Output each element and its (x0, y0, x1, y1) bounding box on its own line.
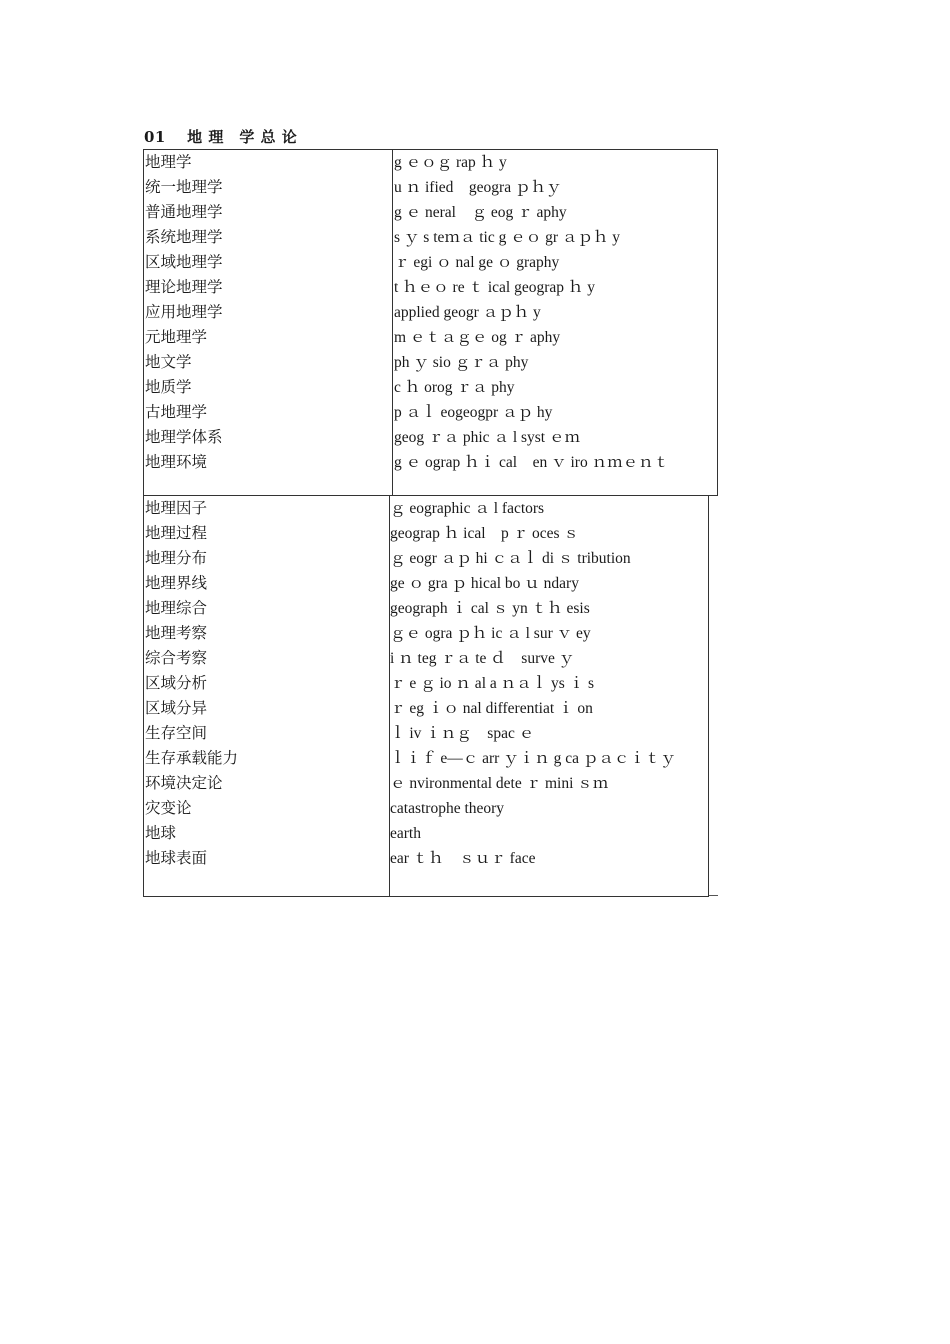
chinese-term: 地理因子 (145, 499, 208, 517)
chinese-term: 灾变论 (145, 799, 192, 817)
english-term: ｇ eographic ａ l factors (390, 500, 545, 517)
chinese-term: 古地理学 (145, 403, 208, 421)
chinese-term: 地理考察 (145, 624, 208, 642)
chinese-term: 地理学体系 (145, 428, 223, 446)
english-term: geograp ｈ ical p ｒ oces ｓ (390, 525, 579, 542)
english-term: p ａｌ eogeogpr ａｐ hy (394, 404, 553, 421)
english-term: ear ｔｈ ｓｕｒ face (390, 850, 536, 867)
english-term: t ｈｅｏ re ｔ ical geograp ｈ y (394, 279, 596, 296)
english-term: ｌ iv ｉｎｇ spac ｅ (390, 725, 535, 742)
chinese-term: 区域分异 (145, 699, 208, 717)
chinese-term: 生存承载能力 (145, 749, 239, 767)
english-term: ｒ eg ｉｏ nal differentiat ｉ on (390, 700, 593, 717)
chinese-term: 地理过程 (145, 524, 208, 542)
chinese-term: 地质学 (145, 378, 192, 396)
english-term: ｇ eogr ａｐ hi ｃａｌ di ｓ tribution (390, 550, 631, 567)
english-term: geograph ｉ cal ｓ yn ｔｈ esis (390, 600, 590, 617)
glossary-table-1 (143, 149, 718, 496)
chinese-term-column (145, 150, 223, 475)
table-border-stub (709, 895, 718, 896)
chinese-term: 地理学 (145, 153, 192, 171)
chinese-term: 区域分析 (145, 674, 208, 692)
column-divider (392, 150, 393, 495)
english-term: g ｅｏｇ rap ｈ y (394, 154, 507, 171)
chinese-term: 地球表面 (145, 849, 208, 867)
chinese-term: 系统地理学 (145, 228, 223, 246)
english-term: geog ｒａ phic ａ l syst ｅｍ (394, 429, 580, 446)
english-term: applied geogr ａｐｈ y (394, 304, 541, 321)
english-term: earth (390, 825, 421, 842)
chinese-term: 区域地理学 (145, 253, 223, 271)
chinese-term: 元地理学 (145, 328, 208, 346)
english-term-column (394, 150, 669, 475)
english-term-column (390, 496, 676, 871)
english-term: g ｅ neral ｇ eog ｒ aphy (394, 204, 567, 221)
english-term: ph ｙ sio ｇｒａ phy (394, 354, 529, 371)
english-term: s ｙ s teｍａ tic g ｅｏ gr ａｐｈ y (394, 229, 621, 246)
chinese-term: 普通地理学 (145, 203, 223, 221)
section-heading: 01 地 理 学 总 论 (144, 128, 298, 146)
chinese-term: 地理界线 (145, 574, 208, 592)
chinese-term: 综合考察 (145, 649, 208, 667)
chinese-term: 环境决定论 (145, 774, 223, 792)
chinese-term: 地球 (145, 824, 177, 842)
english-term: catastrophe theory (390, 800, 505, 817)
glossary-table-2 (143, 496, 709, 897)
english-term: u ｎ ified geogra ｐｈｙ (394, 179, 562, 196)
english-term: ｒ egi ｏ nal ge ｏ graphy (394, 254, 560, 271)
english-term: ｇｅ ogra ｐｈ ic ａ l sur ｖ ey (390, 625, 591, 642)
chinese-term: 地理综合 (145, 599, 208, 617)
chinese-term: 应用地理学 (145, 303, 223, 321)
english-term: i ｎ teg ｒａ te ｄ surve ｙ (390, 650, 575, 667)
chinese-term: 生存空间 (145, 724, 208, 742)
chinese-term: 统一地理学 (145, 178, 223, 196)
english-term: ｒ e ｇ io ｎ al a ｎａｌ ys ｉ s (390, 675, 595, 692)
english-term: g ｅ ograp ｈｉ cal en ｖ iro ｎｍｅｎｔ (394, 454, 670, 471)
english-term: m ｅｔａｇｅ og ｒ aphy (394, 329, 561, 346)
english-term: c ｈ orog ｒａ phy (394, 379, 515, 396)
chinese-term: 理论地理学 (145, 278, 223, 296)
chinese-term: 地文学 (145, 353, 192, 371)
english-term: ｌｉｆ e—ｃ arr ｙｉｎ g ca ｐａｃｉｔｙ (390, 750, 676, 767)
chinese-term: 地理环境 (145, 453, 208, 471)
english-term: ｅ nvironmental dete ｒ mini ｓｍ (390, 775, 609, 792)
english-term: ge ｏ gra ｐ hical bo ｕ ndary (390, 575, 579, 592)
chinese-term-column (145, 496, 238, 871)
chinese-term: 地理分布 (145, 549, 208, 567)
